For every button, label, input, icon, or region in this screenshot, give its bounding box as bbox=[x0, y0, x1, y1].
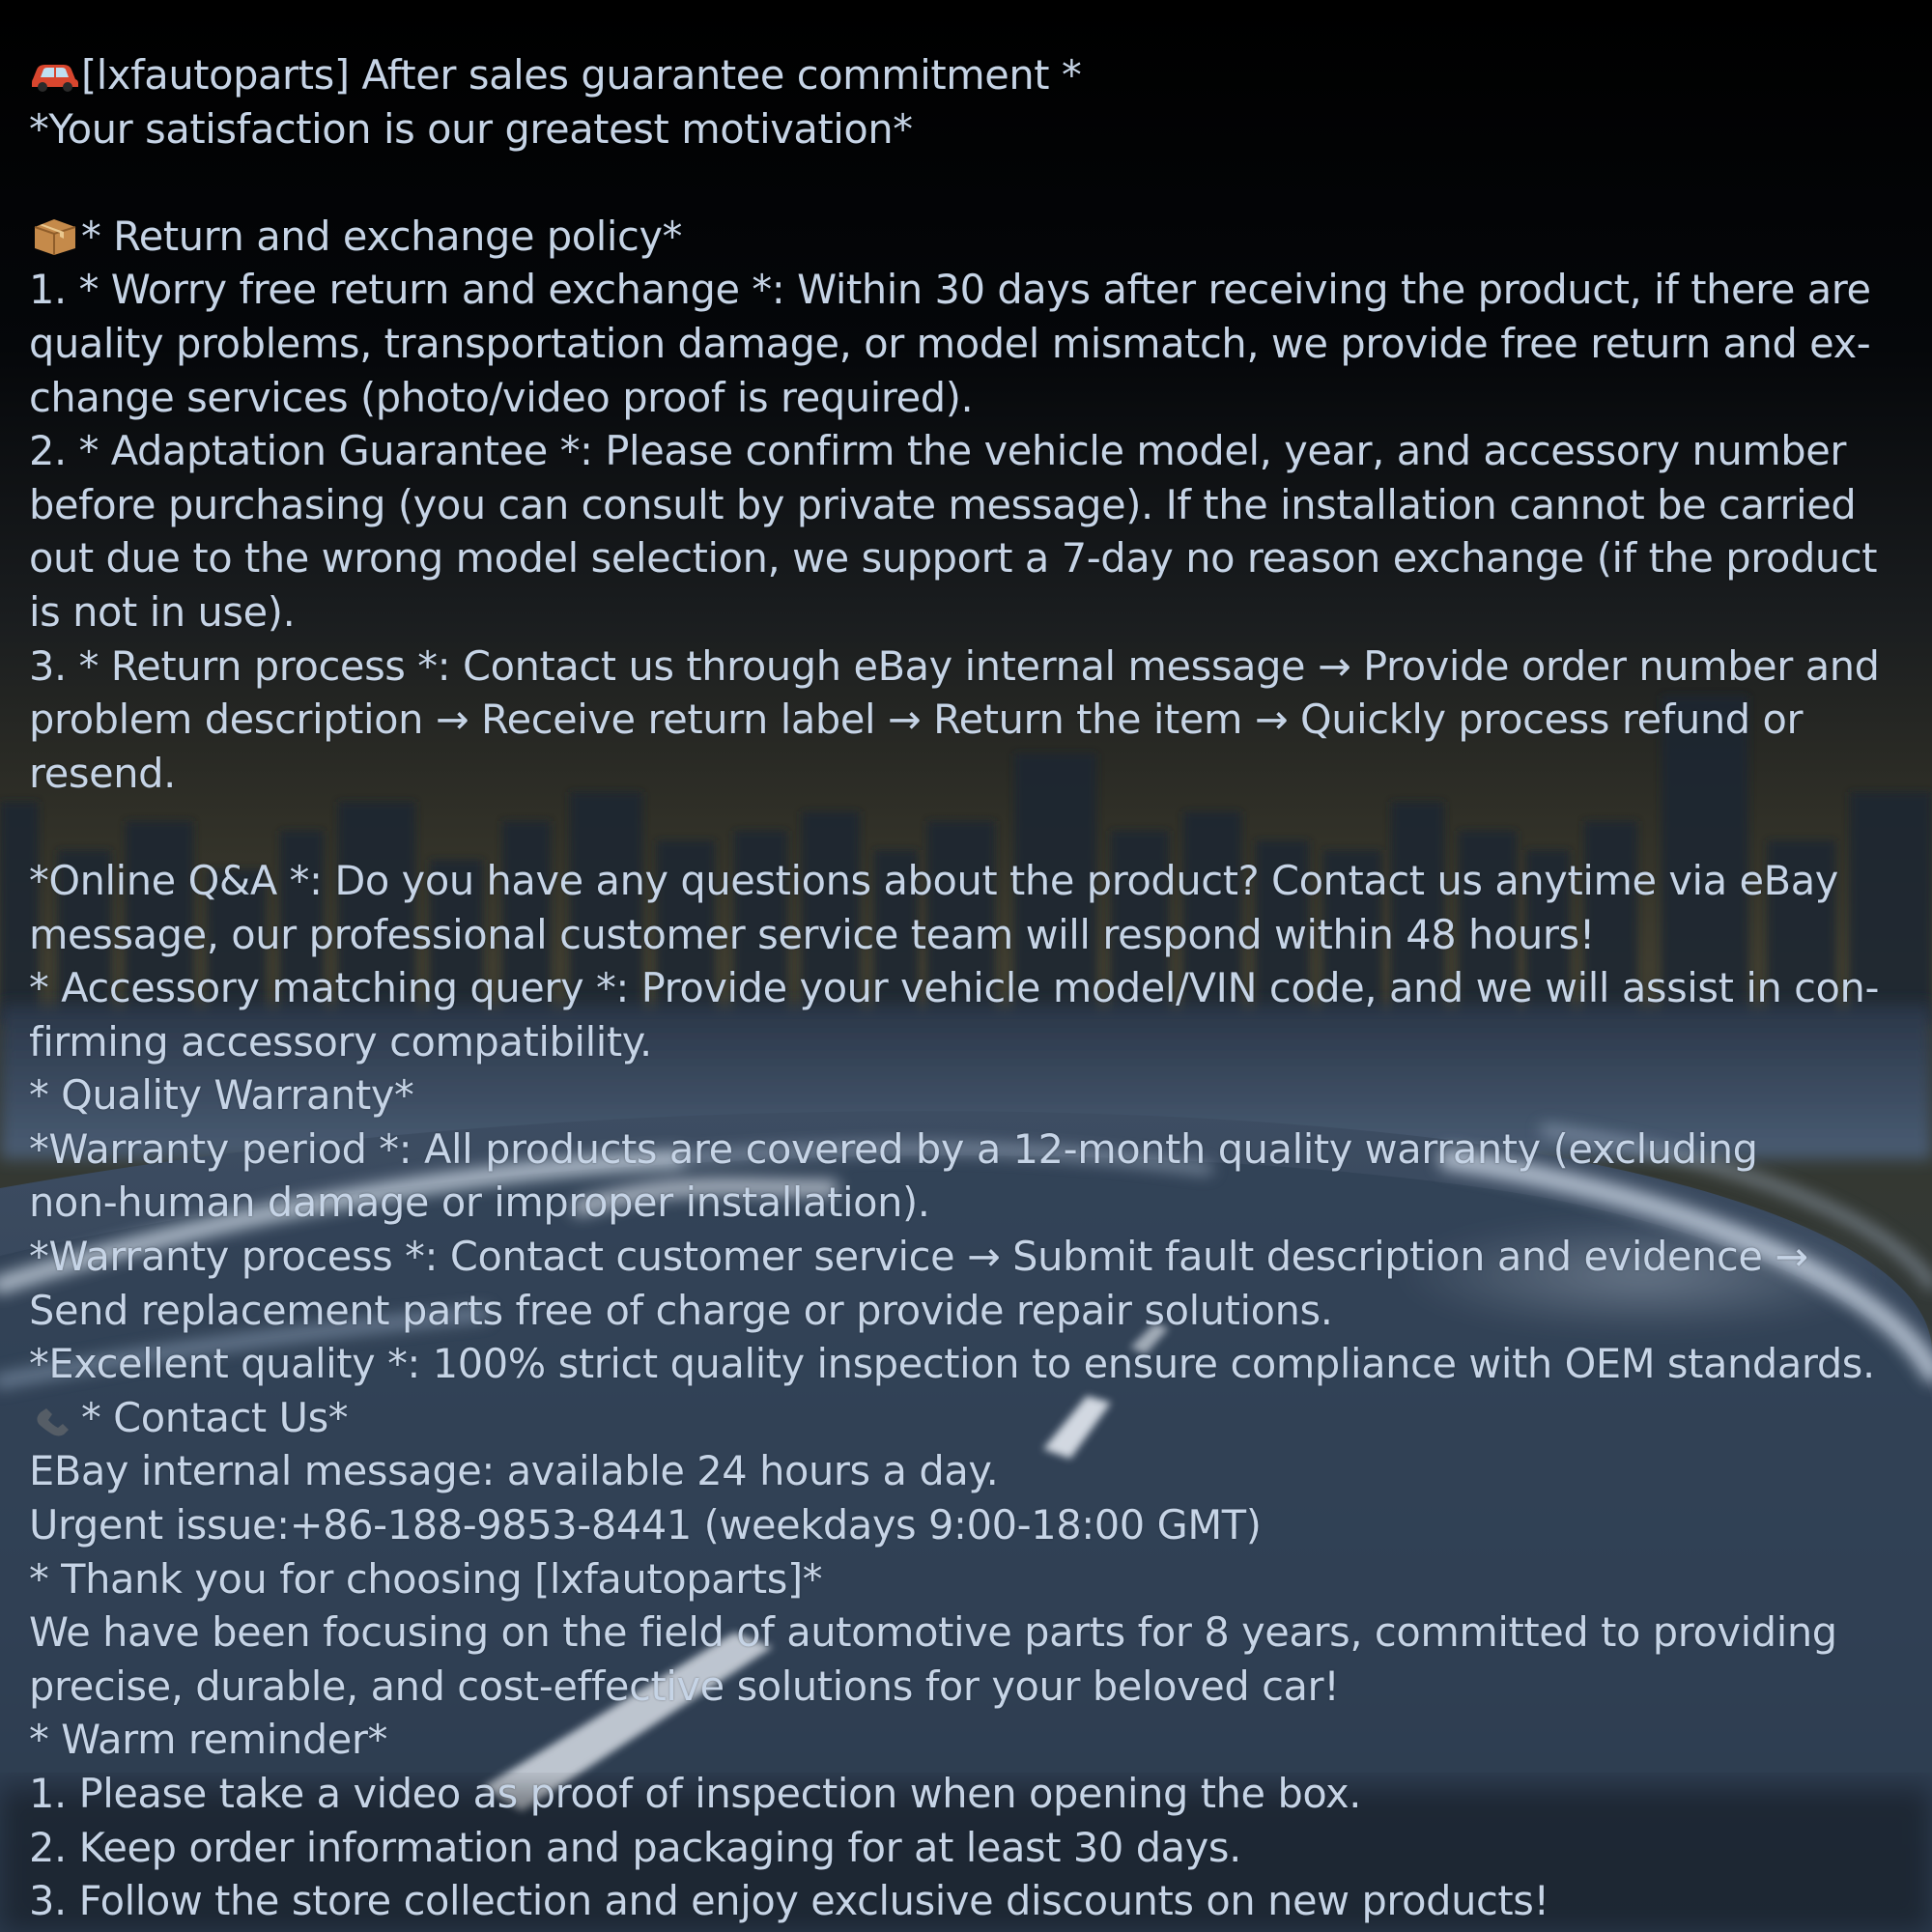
text-line bbox=[29, 854, 1913, 908]
text-line bbox=[29, 1713, 1913, 1767]
blank-line bbox=[29, 156, 1913, 210]
text-line-content: * Quality Warranty* bbox=[29, 1071, 414, 1120]
text-line bbox=[29, 424, 1913, 478]
text-line bbox=[29, 210, 1913, 264]
text-line-content: before purchasing (you can consult by private message). If the installation cannot be carried bbox=[29, 480, 1857, 528]
blank-line bbox=[29, 800, 1913, 854]
text-line-content: change services (photo/video proof is required). bbox=[29, 373, 974, 421]
text-line-content: 3. Follow the store collection and enjoy exclusive discounts on new products! bbox=[29, 1877, 1549, 1925]
text-line-content: non-human damage or improper installation). bbox=[29, 1179, 930, 1227]
text-line-content: *Warranty period *: All products are covered by a 12-month quality warranty (excluding bbox=[29, 1124, 1758, 1173]
text-line bbox=[29, 1176, 1913, 1230]
text-line bbox=[29, 371, 1913, 425]
text-line-content: 2. Keep order information and packaging for at least 30 days. bbox=[29, 1823, 1241, 1871]
text-line bbox=[29, 1230, 1913, 1284]
text-line bbox=[29, 639, 1913, 694]
text-line-content: message, our professional customer service team will respond within 48 hours! bbox=[29, 910, 1595, 958]
text-line-content: problem description → Receive return label → Return the item → Quickly process refund or bbox=[29, 696, 1804, 744]
text-line bbox=[29, 585, 1913, 639]
text-line bbox=[29, 478, 1913, 532]
package-icon bbox=[29, 213, 81, 256]
car-icon bbox=[29, 52, 81, 95]
text-line bbox=[29, 1605, 1913, 1660]
text-line-content: 1. Please take a video as proof of inspection when opening the box. bbox=[29, 1770, 1362, 1817]
text-line-content: quality problems, transportation damage, or model mismatch, we provide free return and ex- bbox=[29, 319, 1871, 367]
text-line bbox=[29, 1284, 1913, 1338]
text-line bbox=[29, 48, 1913, 102]
text-line bbox=[29, 102, 1913, 156]
text-line-content: * Warm reminder* bbox=[29, 1716, 387, 1764]
text-line-content: [lxfautoparts] After sales guarantee commitment * bbox=[81, 51, 1082, 99]
text-line-content: is not in use). bbox=[29, 587, 296, 636]
text-line-content: 1. * Worry free return and exchange *: Within 30 days after receiving the product, if there are bbox=[29, 266, 1871, 314]
text-line-content: 3. * Return process *: Contact us through eBay internal message → Provide order number and bbox=[29, 641, 1880, 690]
text-line-content: * Return and exchange policy* bbox=[81, 212, 682, 260]
text-line-content: *Excellent quality *: 100% strict quality inspection to ensure compliance with OEM standards. bbox=[29, 1340, 1875, 1388]
text-line bbox=[29, 1015, 1913, 1069]
text-line bbox=[29, 1068, 1913, 1122]
text-line-content: *Your satisfaction is our greatest motivation* bbox=[29, 104, 913, 153]
text-line bbox=[29, 531, 1913, 585]
phone-icon bbox=[29, 1395, 81, 1437]
text-line bbox=[29, 263, 1913, 317]
text-line bbox=[29, 1660, 1913, 1714]
text-line-content: * Accessory matching query *: Provide your vehicle model/VIN code, and we will assist in con- bbox=[29, 964, 1880, 1012]
text-line bbox=[29, 1444, 1913, 1498]
text-line-content: * Contact Us* bbox=[81, 1393, 349, 1441]
text-line bbox=[29, 747, 1913, 801]
text-line-content: * Thank you for choosing [lxfautoparts]* bbox=[29, 1554, 823, 1603]
text-line-content: precise, durable, and cost-effective solutions for your beloved car! bbox=[29, 1662, 1340, 1710]
text-line bbox=[29, 908, 1913, 962]
text-line bbox=[29, 693, 1913, 747]
text-line bbox=[29, 1874, 1913, 1928]
text-line bbox=[29, 1767, 1913, 1821]
text-line-content: Urgent issue:+86-188-9853-8441 (weekdays 9:00-18:00 GMT) bbox=[29, 1501, 1262, 1549]
text-line-content: *Online Q&A *: Do you have any questions about the product? Contact us anytime via eBay bbox=[29, 856, 1838, 904]
text-line bbox=[29, 1498, 1913, 1552]
text-line-content: 2. * Adaptation Guarantee *: Please confirm the vehicle model, year, and accessory number bbox=[29, 427, 1847, 475]
text-line-content: resend. bbox=[29, 749, 176, 797]
text-line bbox=[29, 961, 1913, 1015]
text-line-content: firming accessory compatibility. bbox=[29, 1017, 652, 1065]
text-line-content: EBay internal message: available 24 hours a day. bbox=[29, 1447, 999, 1495]
text-line-content: out due to the wrong model selection, we support a 7-day no reason exchange (if the product bbox=[29, 534, 1878, 582]
text-line-content: We have been focusing on the field of automotive parts for 8 years, committed to providing bbox=[29, 1608, 1837, 1657]
text-line bbox=[29, 1391, 1913, 1445]
text-line bbox=[29, 1821, 1913, 1875]
text-line bbox=[29, 1122, 1913, 1177]
text-line bbox=[29, 317, 1913, 371]
after-sales-policy-text bbox=[29, 48, 1913, 1928]
text-line-content: *Warranty process *: Contact customer service → Submit fault description and evidence → bbox=[29, 1233, 1808, 1281]
text-line-content: Send replacement parts free of charge or provide repair solutions. bbox=[29, 1286, 1333, 1334]
text-line bbox=[29, 1552, 1913, 1606]
text-line bbox=[29, 1337, 1913, 1391]
